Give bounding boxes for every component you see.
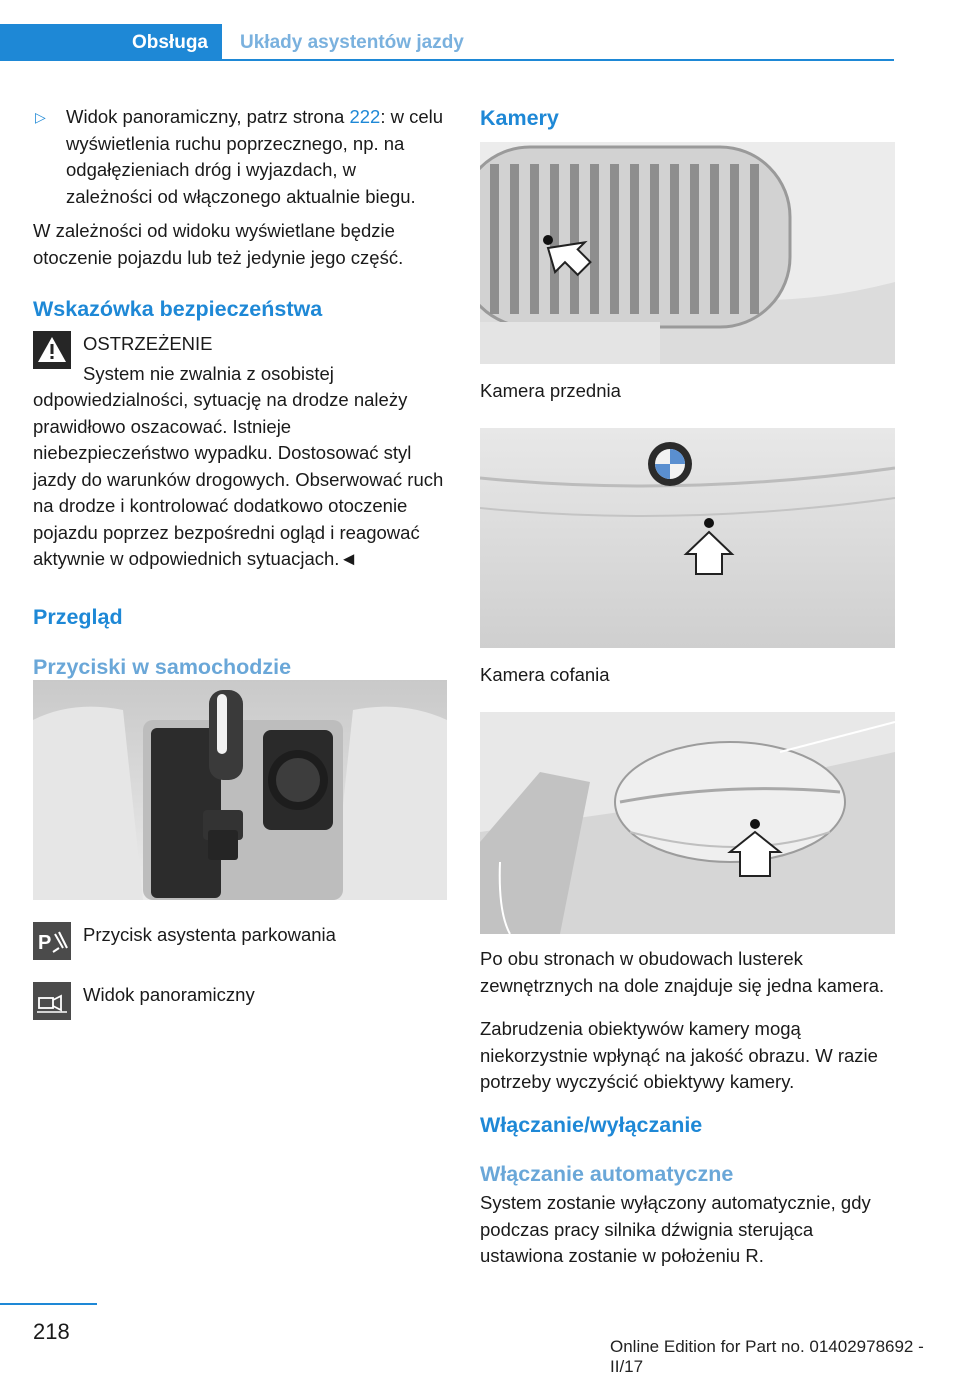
chapter-tab[interactable]: Układy asystentów jazdy (240, 31, 464, 53)
paragraph-auto-on: System zostanie wyłączony automatycznie, gdy podczas pracy silnika dźwignia sterująca ustawiona zostanie w położeniu R. (480, 1192, 871, 1266)
front-camera-photo (480, 142, 895, 364)
bullet-text-continued: : w celu wyświetlenia ruchu poprzecznego, np. na odgałęzieniach dróg i wyjazdach, w zależności od włączonego aktualnie biegu. (66, 106, 444, 207)
heading-on-off: Włączanie/wyłączanie (480, 1113, 703, 1137)
warning-icon (33, 331, 71, 369)
bullet-triangle-icon: ▷ (35, 109, 46, 125)
caption-front-camera: Kamera przednia (480, 380, 621, 401)
console-photo (33, 680, 447, 900)
heading-safety: Wskazówka bezpieczeństwa (33, 297, 323, 321)
bullet-text: Widok panoramiczny, patrz strona (66, 106, 350, 127)
right-column (480, 104, 895, 1266)
rear-camera-photo (480, 428, 895, 648)
heading-cameras: Kamery (480, 106, 559, 130)
heading-overview: Przegląd (33, 604, 123, 629)
icon-list (33, 922, 447, 1022)
bullet-item (33, 104, 447, 210)
section-tab[interactable]: Obsługa (0, 24, 222, 61)
heading-buttons: Przyciski w samochodzie (33, 654, 292, 679)
svg-text:P: P (38, 932, 52, 954)
header-rule (222, 59, 894, 61)
left-column (33, 104, 447, 1005)
paragraph-dirty-lens: Zabrudzenia obiektywów kamery mogą niekorzystnie wpłynąć na jakość obrazu. W razie potrzeby wyczyścić obiektywy kamery. (480, 1018, 878, 1092)
park-assist-icon (33, 922, 71, 960)
panorama-view-label: Widok panoramiczny (83, 984, 255, 1005)
page-number: 218 (33, 1319, 70, 1344)
park-assist-label: Przycisk asystenta parkowania (83, 924, 336, 945)
footer-rule (0, 1303, 97, 1305)
edition-note: Online Edition for Part no. 01402978692 - II/17 (610, 1337, 924, 1376)
warning-text: System nie zwalnia z osobistej odpowiedzialności, sytuację na drodze należy prawidłowo oszacować. Istnieje niebezpieczeństwo wypadku. Dostosować styl jazdy do warunków drogowych. Obserwować ruch na drodze i kontrolować dodatkowo otoczenie pojazdu poprzez bezpośredni ogląd i reagować aktywnie w odpowiednich sytuacjach.◄ (33, 362, 444, 569)
caption-rear-camera: Kamera cofania (480, 664, 610, 685)
mirror-camera-photo (480, 712, 895, 934)
page-header (0, 0, 960, 62)
panorama-view-icon (33, 982, 71, 1020)
warning-title: OSTRZEŻENIE (83, 333, 213, 354)
paragraph-mirror-cameras: Po obu stronach w obudowach lusterek zewnętrznych na dole znajduje się jedna kamera. (480, 948, 885, 996)
heading-auto-on: Włączanie automatyczne (480, 1162, 734, 1186)
paragraph-view: W zależności od widoku wyświetlane będzie otoczenie pojazdu lub też jedynie jego część. (33, 220, 404, 268)
warning-block (33, 331, 447, 573)
page-link[interactable]: 222 (349, 106, 381, 127)
